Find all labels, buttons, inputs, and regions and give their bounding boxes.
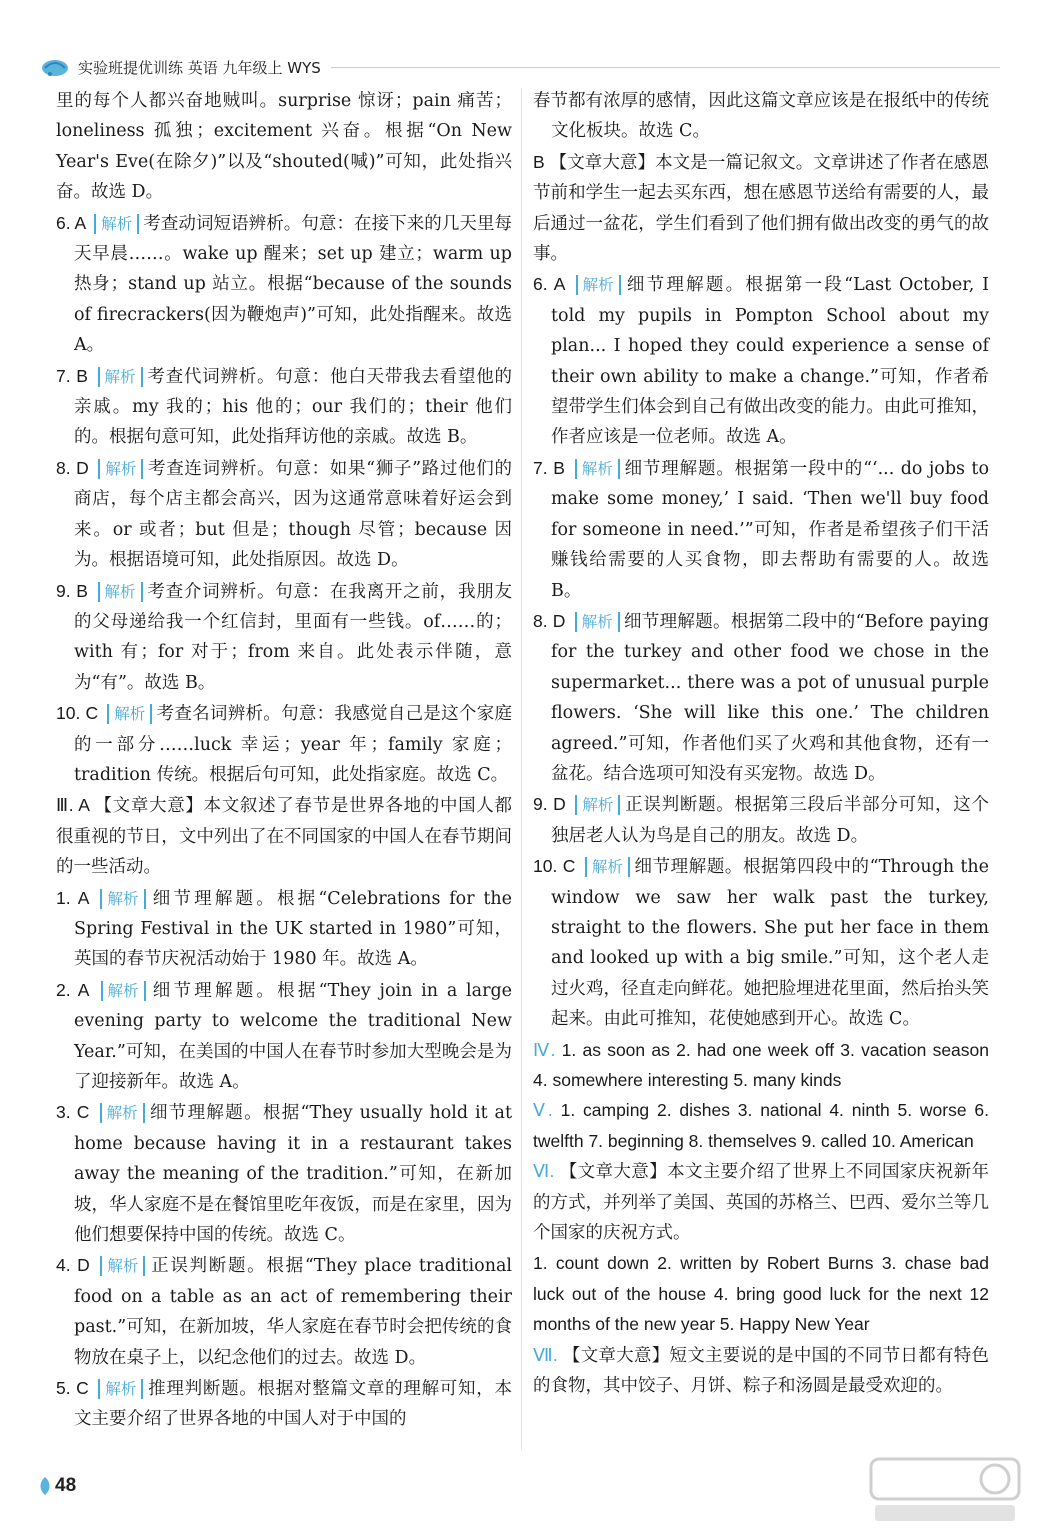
analysis-tag: 解析 (107, 704, 152, 724)
question-number: 6. A (56, 212, 91, 233)
answer-text: 里的每个人都兴奋地贼叫。surprise 惊讶；pain 痛苦；loneliness 孤独；excitement 兴奋。根据“On New Year's Eve(在除夕)”以及“shouted(喊)”可知，此处指兴奋。故选 D。 (56, 91, 512, 203)
analysis-tag: 解析 (101, 981, 146, 1001)
question-number: 7. B (533, 457, 571, 478)
section-numeral: Ⅵ. (533, 1161, 560, 1182)
answer-text: 考查连词辨析。句意：如果“狮子”路过他们的商店，每个店主都会高兴，因为这通常意味着好运会到来。or 或者；but 但是；though 尽管；because 因为。根据语境可知，此处指原因。故选 D。 (74, 458, 512, 571)
answer-text: 1. camping 2. dishes 3. national 4. ninth 5. worse 6. twelfth 7. beginning 8. themselves 9. called 10. American (533, 1100, 989, 1151)
question-number: 10. C (56, 703, 104, 724)
answer-text: 【文章大意】短文主要说的是中国的不同节日都有特色的食物，其中饺子、月饼、粽子和汤圆是最受欢迎的。 (533, 1345, 989, 1397)
answer-text: 春节都有浓厚的感情，因此这篇文章应该是在报纸中的传统文化板块。故选 C。 (533, 91, 989, 142)
page-header (40, 54, 1000, 80)
question-number: 7. B (56, 365, 94, 386)
watermark-logo (865, 1455, 1025, 1525)
leaf-icon (38, 1476, 52, 1496)
section-numeral: Ⅴ. (533, 1100, 561, 1121)
analysis-tag: 解析 (98, 459, 143, 479)
question-number: 8. D (533, 610, 571, 631)
left-answer-paragraph (56, 361, 512, 453)
left-answer-paragraph (56, 86, 512, 208)
answer-text: 正误判断题。根据“They place traditional food on a table as an act of remembering their past.”可知，在新加坡，华人家庭在春节时会把传统的食物放在桌子上，以纪念他们的过去。故选 D。 (74, 1256, 512, 1368)
analysis-tag: 解析 (585, 857, 630, 877)
analysis-tag: 解析 (575, 795, 620, 815)
header-rule (331, 67, 1000, 68)
page-number: 48 (55, 1475, 77, 1496)
left-answer-paragraph (56, 790, 512, 882)
right-answer-paragraph (533, 453, 989, 606)
right-answer-paragraph (533, 789, 989, 851)
answer-text: 细节理解题。根据“They join in a large evening party to welcome the traditional New Year.”可知，在美国的中国人在春节时参加大型晚会是为了迎接新年。故选 A。 (74, 980, 513, 1092)
left-answer-paragraph (56, 1250, 512, 1373)
answer-text: 细节理解题。根据第二段中的“Before paying for the turkey and other food we chose in the supermarket... there was a pot of unusual purple flowers. ‘She will like this one.’ The children agreed.”可知，作者他们买了火鸡和其他食物，还有一盆花。结合选项可知没有买宠物。故选 D。 (551, 611, 989, 784)
right-column (533, 86, 989, 1401)
right-answer-paragraph (533, 1340, 989, 1402)
analysis-tag: 解析 (98, 367, 143, 387)
left-answer-paragraph (56, 576, 512, 699)
left-answer-paragraph (56, 698, 512, 790)
answer-text: 细节理解题。根据第一段中的“‘... do jobs to make some money,’ I said. ‘Then we'll buy food for someone in need.’”可知，作者是希望孩子们干活赚钱给需要的人买食物，即去帮助有需要的人。故选 B。 (551, 458, 989, 601)
right-answer-paragraph (533, 1156, 989, 1248)
right-answer-paragraph (533, 1248, 989, 1339)
answer-text: 【文章大意】本文主要介绍了世界上不同国家庆祝新年的方式，并列举了美国、英国的苏格兰、巴西、爱尔兰等几个国家的庆祝方式。 (533, 1162, 990, 1244)
left-answer-paragraph (56, 208, 512, 361)
question-number: 1. A (56, 887, 97, 908)
page-footer (38, 1472, 76, 1500)
right-answer-paragraph (533, 1035, 989, 1096)
column-divider (521, 88, 522, 1450)
right-answer-paragraph (533, 86, 989, 147)
book-title: 实验班提优训练 英语 九年级上 WYS (78, 58, 321, 77)
question-number: 9. B (56, 580, 94, 601)
answer-text: 细节理解题。根据“They usually hold it at home because having it in a restaurant takes away the meaning of the tradition.”可知，在新加坡，华人家庭不是在餐馆里吃年夜饭，而是在家里，因为他们想要保持中国的传统。故选 C。 (74, 1103, 512, 1246)
question-number: 9. D (533, 794, 572, 815)
analysis-tag: 解析 (100, 889, 145, 909)
answer-text: 考查代词辨析。句意：他白天带我去看望他的亲戚。my 我的；his 他的；our 我们的；their 他们的。根据句意可知，此处指拜访他的亲戚。故选 B。 (74, 366, 513, 448)
question-number: 10. C (533, 856, 581, 877)
question-number: 5. C (56, 1378, 95, 1399)
answer-text: 1. as soon as 2. had one week off 3. vacation season 4. somewhere interesting 5. many kinds (533, 1039, 989, 1090)
left-column (56, 86, 512, 1435)
question-number: 8. D (56, 457, 95, 478)
right-answer-paragraph (533, 851, 989, 1034)
answer-text: 考查动词短语辨析。句意：在接下来的几天里每天早晨……。wake up 醒来；set up 建立；warm up 热身；stand up 站立。根据“because of the sounds of firecrackers(因为鞭炮声)”可知，此处指醒来。故选 A。 (74, 213, 512, 356)
answer-text: 【文章大意】本文叙述了春节是世界各地的中国人都很重视的节日，文中列出了在不同国家的中国人在春节期间的一些活动。 (56, 796, 512, 878)
right-answer-paragraph (533, 606, 989, 789)
answer-text: 1. count down 2. written by Robert Burns 3. chase bad luck out of the house 4. bring good luck for the next 12 months of the new year 5. Happy New Year (533, 1253, 989, 1335)
book-logo-icon (40, 56, 70, 78)
analysis-tag: 解析 (94, 214, 139, 234)
question-number: B (533, 151, 550, 172)
right-answer-paragraph (533, 1095, 989, 1156)
answer-text: 推理判断题。根据对整篇文章的理解可知，本文主要介绍了世界各地的中国人对于中国的 (74, 1379, 512, 1430)
question-number: 3. C (56, 1102, 96, 1123)
analysis-tag: 解析 (98, 1379, 143, 1399)
section-numeral: Ⅳ. (533, 1039, 562, 1060)
left-answer-paragraph (56, 975, 512, 1098)
section-numeral: Ⅶ. (533, 1344, 563, 1365)
question-number: 6. A (533, 274, 572, 295)
answer-text: 考查介词辨析。句意：在我离开之前，我朋友的父母递给我一个红信封，里面有一些钱。of……的；with 有；for 对于；from 来自。此处表示伴随，意为“有”。故选 B。 (74, 581, 513, 693)
answer-text: 【文章大意】本文是一篇记叙文。文章讲述了作者在感恩节前和学生一起去买东西，想在感恩节送给有需要的人，最后通过一盆花，学生们看到了他们拥有做出改变的勇气的故事。 (533, 152, 989, 265)
analysis-tag: 解析 (575, 459, 620, 479)
answer-text: 考查名词辨析。句意：我感觉自己是这个家庭的一部分……luck 幸运；year 年；family 家庭；tradition 传统。根据后句可知，此处指家庭。故选 C。 (74, 704, 512, 785)
question-number: Ⅲ. A (56, 795, 95, 816)
right-answer-paragraph (533, 269, 989, 452)
answer-text: 细节理解题。根据第四段中的“Through the window we saw her walk past the turkey, straight to the flowers. She put her face in them and looked up with a big smile.”可知，这个老人走过火鸡，径直走向鲜花。她把脸埋进花里面，然后抬头笑起来。由此可推知，花使她感到开心。故选 C。 (551, 857, 989, 1030)
answer-text: 细节理解题。根据“Celebrations for the Spring Festival in the UK started in 1980”可知，英国的春节庆祝活动始于 1980 年。故选 A。 (74, 888, 513, 970)
left-answer-paragraph (56, 1373, 512, 1435)
answer-text: 细节理解题。根据第一段“Last October, I told my pupils in Pompton School about my plan... I hoped they could experience a sense of their own ability to make a change.”可知，作者希望带学生们体会到自己有做出改变的能力。由此可推知，作者应该是一位老师。故选 A。 (551, 275, 989, 448)
analysis-tag: 解析 (576, 275, 621, 295)
answer-text: 正误判断题。根据第三段后半部分可知，这个独居老人认为鸟是自己的朋友。故选 D。 (551, 795, 989, 846)
left-answer-paragraph (56, 883, 512, 975)
right-answer-paragraph (533, 147, 989, 270)
analysis-tag: 解析 (100, 1103, 145, 1123)
analysis-tag: 解析 (98, 582, 143, 602)
left-answer-paragraph (56, 1097, 512, 1250)
analysis-tag: 解析 (575, 612, 620, 632)
question-number: 2. A (56, 979, 97, 1000)
question-number: 4. D (56, 1255, 97, 1276)
left-answer-paragraph (56, 453, 512, 576)
analysis-tag: 解析 (100, 1256, 145, 1276)
